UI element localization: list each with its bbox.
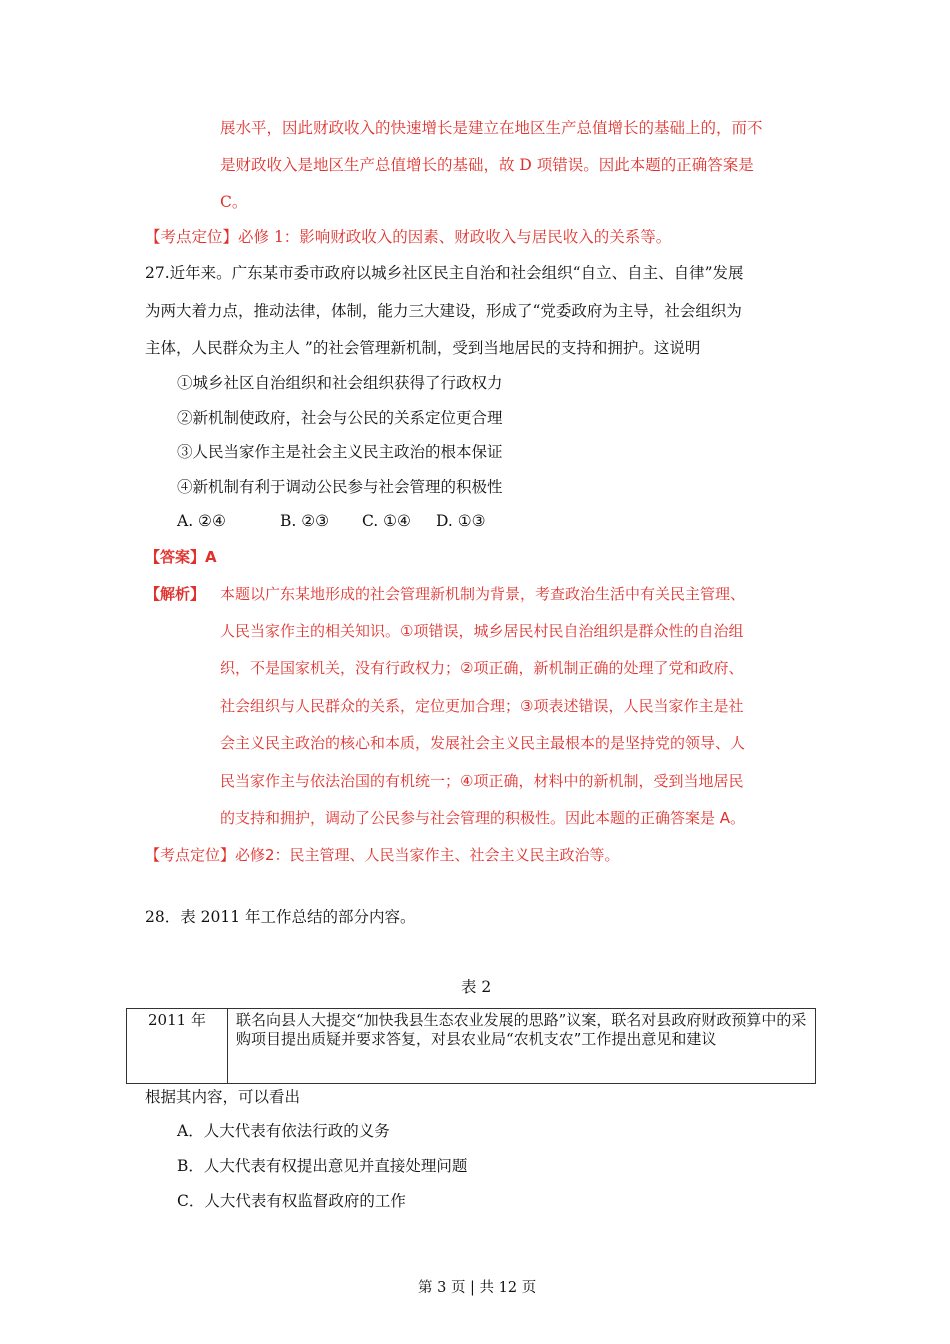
prev-kaodian (145, 227, 671, 247)
q27-choice-c: C. ①④ (362, 512, 411, 530)
q27-stem-line: 主体，人民群众为主人 ”的社会管理新机制，受到当地居民的支持和拥护。这说明 (145, 339, 701, 357)
q27-item: ①城乡社区自治组织和社会组织获得了行政权力 (177, 374, 503, 392)
kaodian-text: 必修2：民主管理、人民当家作主、社会主义民主政治等。 (235, 846, 620, 864)
prev-analysis-line: C。 (220, 193, 248, 211)
kaodian-text: 必修 1：影响财政收入的因素、财政收入与居民收入的关系等。 (238, 228, 672, 246)
prev-analysis-line: 是财政收入是地区生产总值增长的基础，故 D 项错误。因此本题的正确答案是 (220, 156, 754, 174)
table-cell-year: 2011 年 (127, 1009, 228, 1084)
q27-choice-d: D. ①③ (436, 512, 486, 530)
q28-option-b: B．人大代表有权提出意见并直接处理问题 (177, 1157, 468, 1175)
answer-value: A (205, 548, 217, 566)
analysis-line: 会主义民主政治的核心和本质，发展社会主义民主最根本的是坚持党的领导、人 (220, 734, 746, 752)
kaodian-tag: 【考点定位】 (145, 228, 239, 246)
table-row (127, 1009, 816, 1084)
analysis-line: 民当家作主与依法治国的有机统一；④项正确，材料中的新机制，受到当地居民 (220, 772, 744, 790)
q28-option-a: A．人大代表有依法行政的义务 (177, 1122, 390, 1140)
analysis-line: 人民当家作主的相关知识。①项错误，城乡居民村民自治组织是群众性的自治组 (220, 622, 744, 640)
q27-choice-b: B. ②③ (280, 512, 330, 530)
q27-choice-a: A. ②④ (177, 512, 226, 530)
q27-stem-line: 27.近年来。广东某市委市政府以城乡社区民主自治和社会组织“自立、自主、自律”发展 (145, 264, 744, 282)
q27-item: ②新机制使政府，社会与公民的关系定位更合理 (177, 409, 503, 427)
q27-item: ③人民当家作主是社会主义民主政治的根本保证 (177, 443, 503, 461)
page-footer: 第 3 页 | 共 12 页 (418, 1280, 537, 1296)
q27-item: ④新机制有利于调动公民参与社会管理的积极性 (177, 478, 503, 496)
answer-tag: 【答案】 (145, 548, 206, 566)
prev-analysis-line: 展水平，因此财政收入的快速增长是建立在地区生产总值增长的基础上的，而不 (220, 119, 763, 137)
kaodian-tag: 【考点定位】 (145, 846, 236, 864)
q28-option-c: C．人大代表有权监督政府的工作 (177, 1192, 406, 1210)
analysis-line: 织，不是国家机关，没有行政权力；②项正确，新机制正确的处理了党和政府、 (220, 659, 744, 677)
analysis-tag: 【解析】 (145, 585, 206, 603)
summary-table (126, 1008, 816, 1084)
table-title: 表 2 (461, 978, 492, 996)
q27-kaodian (145, 845, 620, 865)
table-cell-content: 联名向县人大提交“加快我县生态农业发展的思路”议案，联名对县政府财政预算中的采购项目提出质疑并要求答复，对县农业局“农机支农”工作提出意见和建议 (228, 1009, 816, 1084)
q28-stem: 28．表 2011 年工作总结的部分内容。 (145, 908, 416, 926)
analysis-line: 的支持和拥护，调动了公民参与社会管理的积极性。因此本题的正确答案是 A。 (220, 809, 746, 827)
q27-answer (145, 547, 217, 567)
analysis-line: 本题以广东某地形成的社会管理新机制为背景，考查政治生活中有关民主管理、 (220, 585, 746, 603)
q28-prompt: 根据其内容，可以看出 (145, 1088, 301, 1106)
analysis-line: 社会组织与人民群众的关系，定位更加合理；③项表述错误，人民当家作主是社 (220, 697, 744, 715)
q27-stem-line: 为两大着力点，推动法律，体制，能力三大建设，形成了“党委政府为主导，社会组织为 (145, 302, 742, 320)
